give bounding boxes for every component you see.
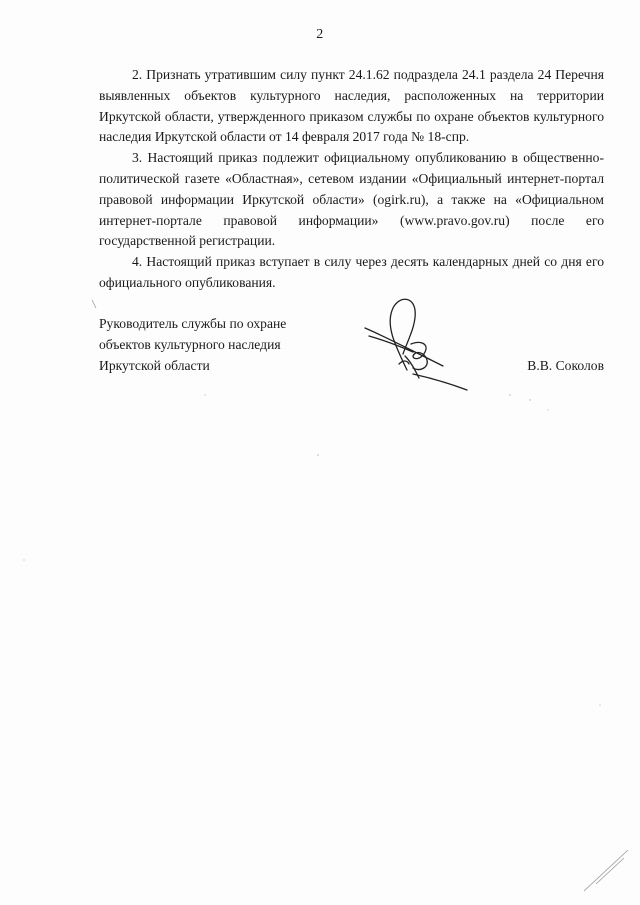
page-number: 2: [316, 27, 324, 42]
signatory-position-line: объектов культурного наследия: [99, 336, 281, 352]
paragraph-2: 2. Признать утратившим силу пункт 24.1.62 подраздела 24.1 раздела 24 Перечня выявленных объектов культурного наследия, расположенных на территории Иркутской области, утвержденного приказом службы по охране объектов культурного наследия Иркутской области от 14 февраля 2017 года № 18-спр.: [99, 67, 604, 145]
signatory-position-line: Иркутской области: [99, 357, 210, 373]
handwritten-signature: [355, 290, 475, 395]
signatory-name: В.В. Соколов: [527, 357, 604, 373]
signatory-position-line: Руководитель службы по охране: [99, 316, 287, 331]
paragraph-4: 4. Настоящий приказ вступает в силу через десять календарных дней со дня его официального опубликования.: [99, 254, 604, 290]
paragraph-3: 3. Настоящий приказ подлежит официальному опубликованию в общественно-политической газете «Областная», сетевом издании «Официальный интернет-портал правовой информации Иркутской области» (ogirk.ru), а также на «Официальном интернет-портале правовой информации» (www.pravo.gov.ru) после его государственной регистрации.: [99, 150, 604, 249]
signature-block: [99, 314, 604, 384]
document-body: [99, 65, 604, 294]
signatory-position: [99, 314, 379, 376]
